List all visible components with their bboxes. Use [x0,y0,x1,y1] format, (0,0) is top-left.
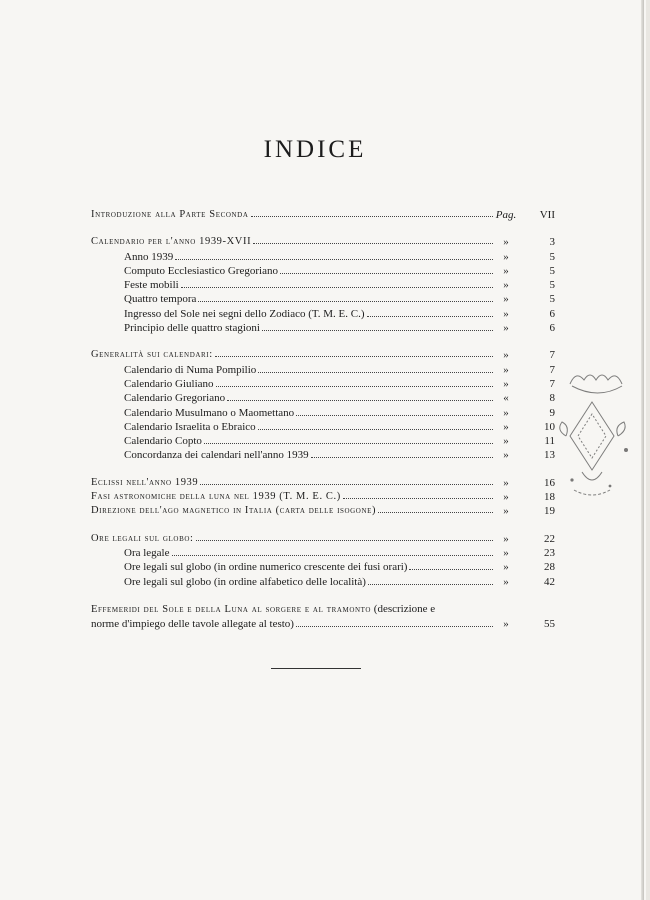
page-number: 19 [544,505,555,518]
page-number: 5 [549,279,555,292]
table-of-contents [91,208,555,631]
dot-leader [343,498,493,499]
closing-rule [271,668,361,669]
page-mark: » [503,449,509,462]
dot-leader [258,372,493,373]
page-mark: » [503,420,509,433]
dot-leader [198,301,493,302]
page-number: 16 [544,476,555,489]
toc-subentry [91,406,555,420]
entry-title: norme d'impiego delle tavole allegate al testo) [91,618,294,631]
dot-leader [253,243,493,244]
page-mark: » [503,279,509,292]
entry-title: Computo Ecclesiastico Gregoriano [124,264,278,277]
page-title: INDICE [263,136,367,163]
entry-title: Feste mobili [124,279,179,292]
toc-subentry [91,250,555,264]
entry-title: Ore legali sul globo (in ordine numerico crescente dei fusi orari) [124,561,408,574]
page-mark: » [503,435,509,448]
dot-leader [204,443,493,444]
page-edge [646,0,650,900]
page-number: 5 [549,264,555,277]
entry-title: Principio delle quattro stagioni [124,322,260,335]
page-number: 6 [549,307,555,320]
page-mark: » [503,264,509,277]
dot-leader [378,512,493,513]
dot-leader [196,540,493,541]
page-mark: » [503,293,509,306]
toc-subentry [91,278,555,292]
page-number: 10 [544,420,555,433]
page-mark: » [503,377,509,390]
page-number: 9 [549,406,555,419]
entry-title: Calendario Gregoriano [124,392,226,405]
entry-title: Eclissi nell'anno 1939 [91,476,200,490]
page-number: 23 [544,546,555,559]
library-stamp-icon [552,362,644,510]
entry-title: Fasi astronomiche della luna nel 1939 (T. M. E. C.) [91,490,343,504]
toc-subentry [91,264,555,278]
page-mark: Pag. [495,209,517,221]
page-number: VII [539,209,555,221]
dot-leader [216,386,493,387]
dot-leader [258,429,493,430]
dot-leader [367,316,493,317]
dot-leader [200,484,493,485]
toc-subentry [91,292,555,306]
entry-title: Ore legali sul globo: [91,532,196,546]
dot-leader [262,330,493,331]
page-mark: » [503,491,509,504]
dot-leader [227,400,493,401]
page-number: 5 [549,250,555,263]
toc-subentry [91,434,555,448]
page-mark: » [503,618,509,631]
dot-leader [280,273,493,274]
toc-subentry [91,617,555,631]
toc-subentry [91,448,555,462]
entry-title: Calendario per l'anno 1939-XVII [91,235,253,249]
entry-title: Ore legali sul globo (in ordine alfabetico delle località) [124,575,366,588]
entry-title: Generalità sui calendari: [91,348,215,362]
toc-subentry [91,307,555,321]
entry-title: Effemeridi del Sole e della Luna al sorgere e al tramonto [91,603,372,615]
page-mark: » [503,349,509,362]
entry-title: Calendario Copto [124,435,202,448]
page-number: 6 [549,322,555,335]
page-number: 7 [549,363,555,376]
page-mark: » [503,532,509,545]
entry-title: Ingresso del Sole nei segni dello Zodiaco (T. M. E. C.) [124,307,365,320]
entry-title: Quattro tempora [124,293,197,306]
page-mark: » [503,505,509,518]
page-number: 3 [549,236,555,249]
toc-subentry [91,377,555,391]
dot-leader [296,415,493,416]
page-number: 13 [544,449,555,462]
page-mark: » [503,307,509,320]
page-number: 11 [544,435,555,448]
page-number: 7 [549,377,555,390]
toc-subentry [91,321,555,335]
toc-subentry [91,391,555,405]
dot-leader [296,626,493,627]
page-mark: » [503,575,509,588]
dot-leader [251,216,494,217]
page-number: 5 [549,293,555,306]
toc-entry [91,208,555,222]
dot-leader [175,259,493,260]
page-number: 8 [549,392,555,405]
page-mark: » [503,236,509,249]
dot-leader [215,356,493,357]
page-mark: » [503,322,509,335]
page-number: 28 [544,561,555,574]
toc-entry [91,490,555,504]
entry-title: Anno 1939 [124,250,174,263]
page-mark: » [503,406,509,419]
entry-title: Calendario di Numa Pompilio [124,363,257,376]
toc-subentry [91,546,555,560]
page-mark: » [503,363,509,376]
page-number: 7 [549,349,555,362]
toc-entry [91,348,555,362]
page-mark: « [503,392,509,405]
page-number: 22 [544,532,555,545]
toc-entry-wrapped [91,602,555,617]
toc-subentry [91,560,555,574]
toc-subentry [91,575,555,589]
entry-title: Calendario Giuliano [124,377,214,390]
toc-entry [91,476,555,490]
entry-title: Introduzione alla Parte Seconda [91,208,251,222]
page-mark: » [503,476,509,489]
page-number: 55 [544,618,555,631]
entry-title: Calendario Israelita o Ebraico [124,420,256,433]
page-mark: » [503,546,509,559]
dot-leader [311,457,493,458]
entry-title: Direzione dell'ago magnetico in Italia (carta delle isogone) [91,504,378,518]
toc-entry [91,504,555,518]
entry-title: Calendario Musulmano o Maomettano [124,406,295,419]
entry-title: Ora legale [124,546,170,559]
dot-leader [172,555,494,556]
dot-leader [368,584,493,585]
entry-title: Concordanza dei calendari nell'anno 1939 [124,449,309,462]
page-number: 42 [544,575,555,588]
page-number: 18 [544,491,555,504]
toc-entry [91,235,555,249]
toc-subentry [91,363,555,377]
dot-leader [181,287,493,288]
toc-subentry [91,420,555,434]
page-mark: » [503,250,509,263]
toc-entry [91,532,555,546]
page-mark: » [503,561,509,574]
dot-leader [409,569,493,570]
entry-title-continued: (descrizione e [371,602,436,615]
